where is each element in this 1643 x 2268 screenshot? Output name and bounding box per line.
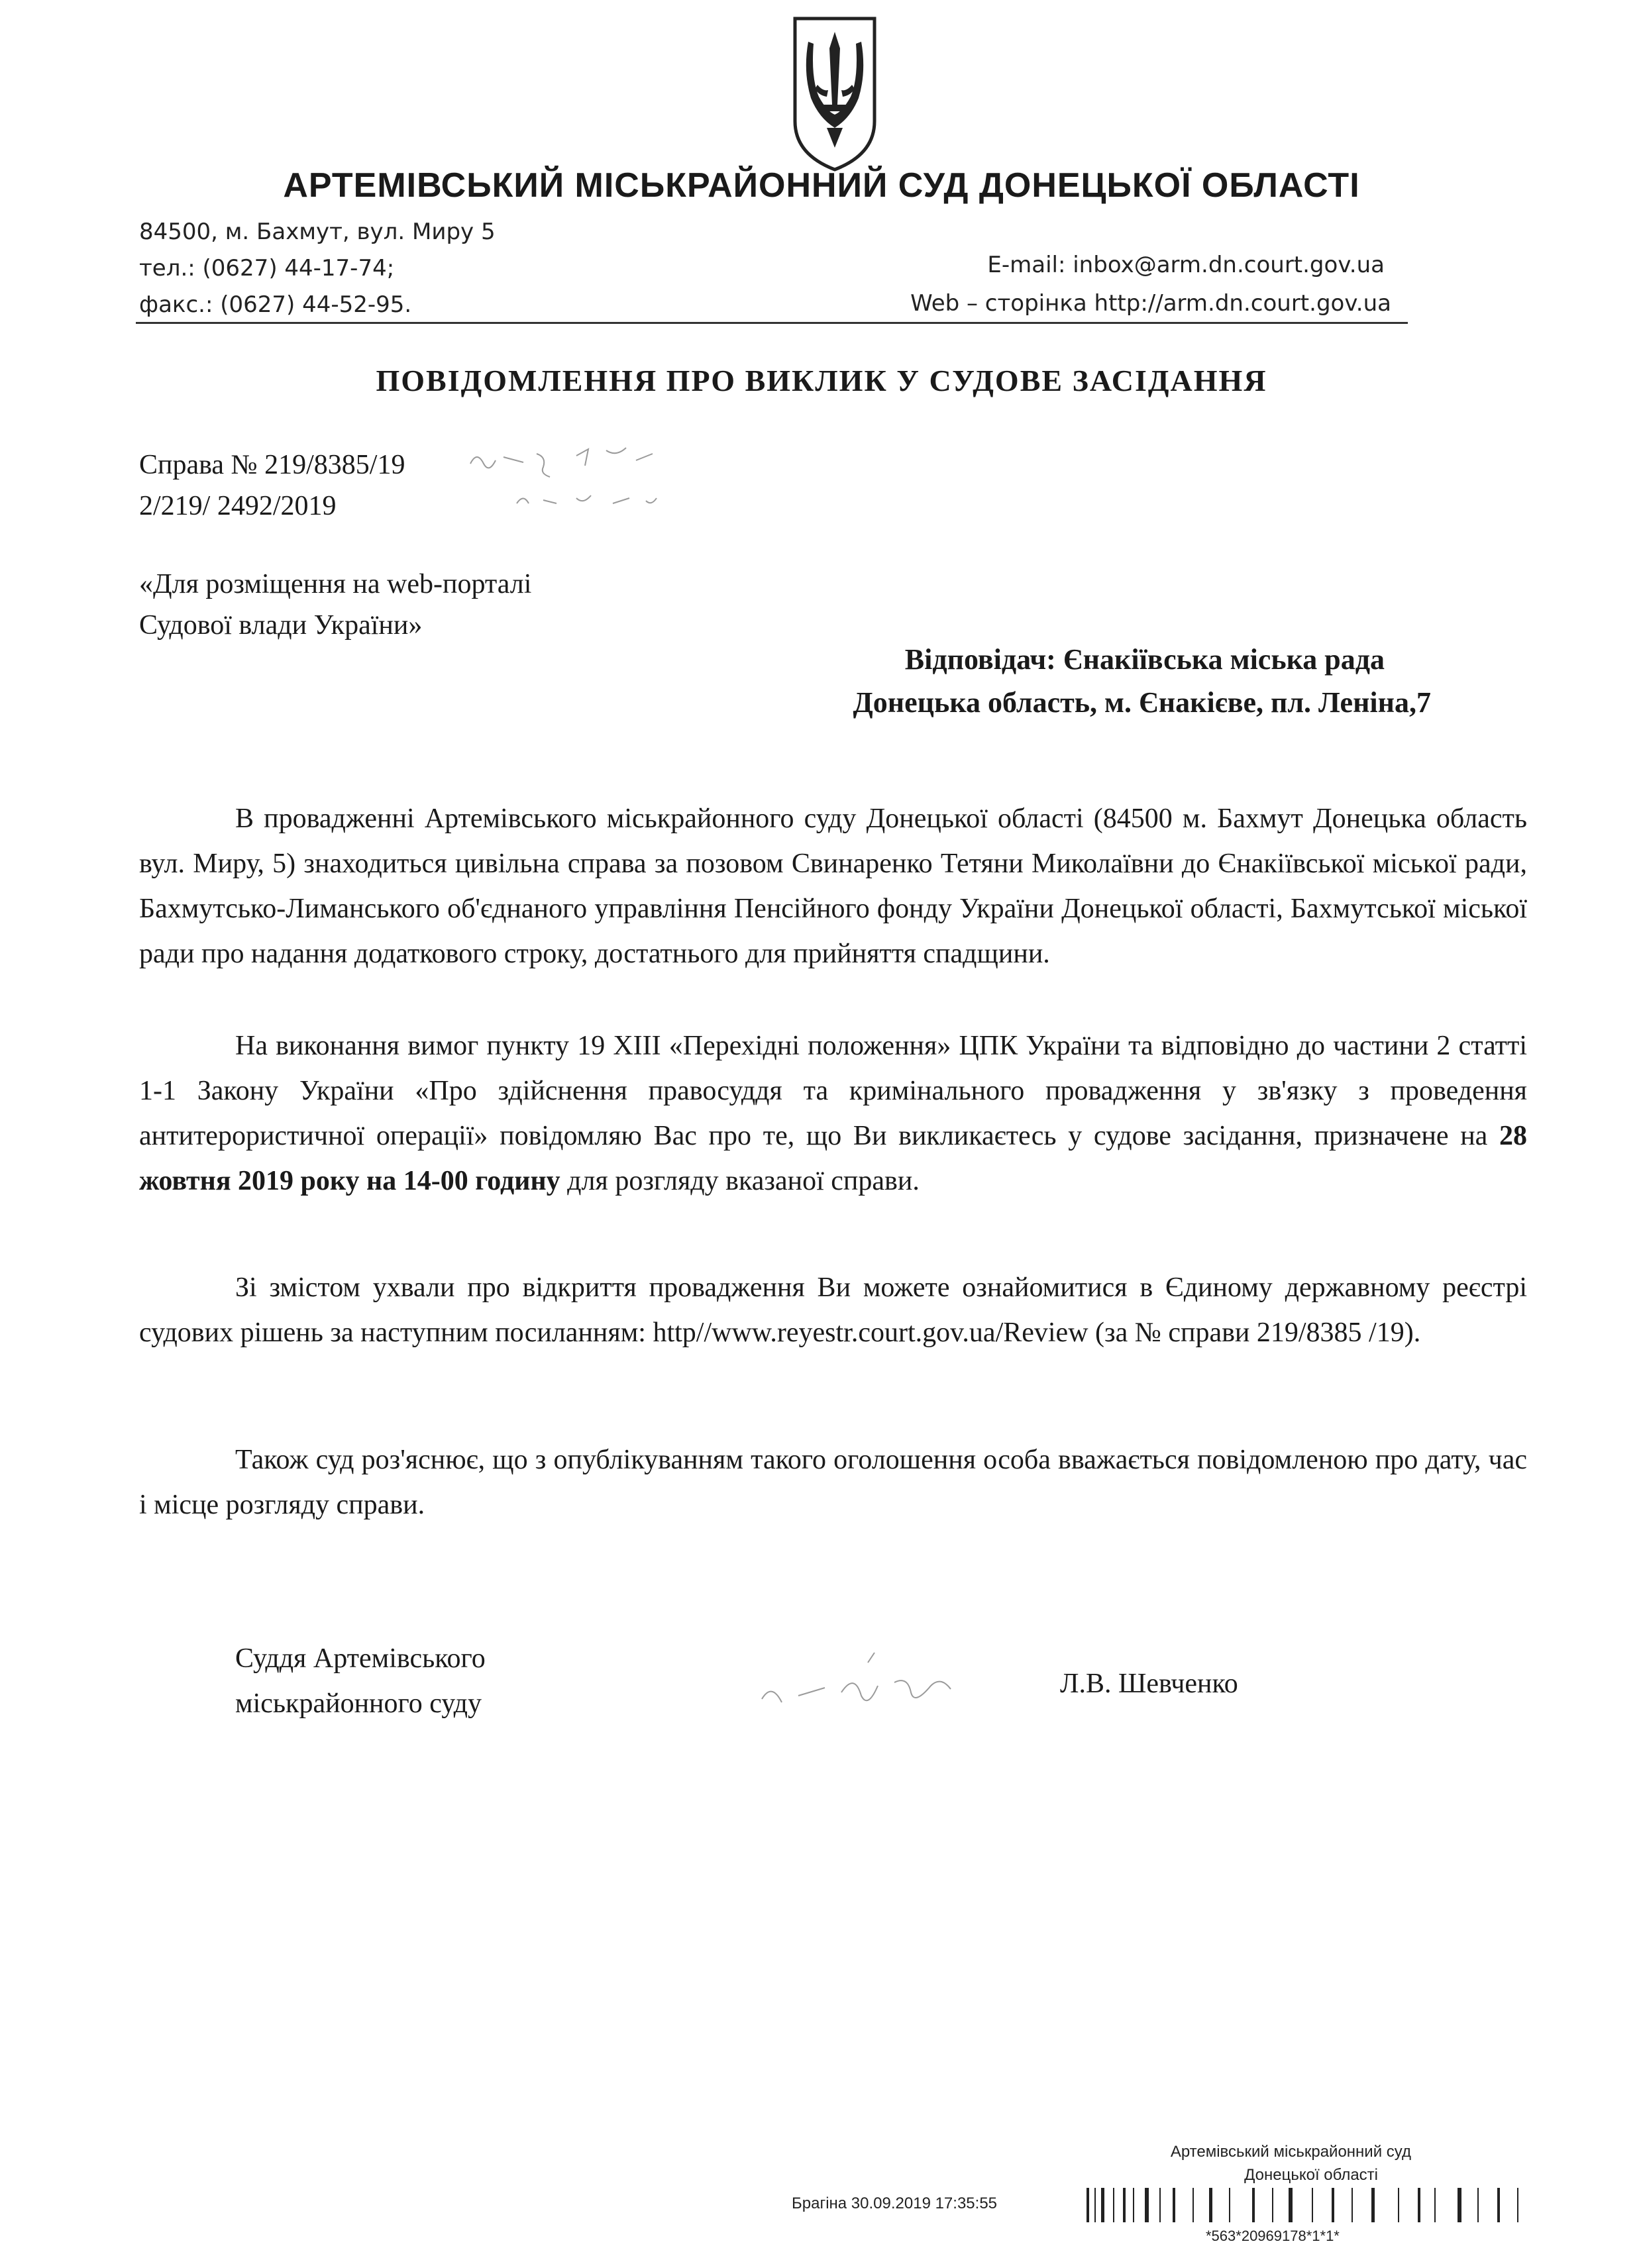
signer-position-line2: міськрайонного суду [235, 1688, 482, 1719]
barcode-text: *563*20969178*1*1* [1206, 2228, 1340, 2244]
p2-text-start: На виконання вимог пункту 19 XIII «Перехідні положення» ЦПК України та відповідно до частини 2 статті 1-1 Закону України «Про здійснення правосуддя та кримінального провадження у зв'язку з проведення антитерористичної операції» повідомляю Вас про те, що Ви викликаєтесь у судове засідання, призначене на [139, 1031, 1527, 1151]
proceeding-number: 2/219/ 2492/2019 [139, 491, 337, 521]
registry-timestamp: Брагіна 30.09.2019 17:35:55 [792, 2194, 998, 2212]
portal-note-line2: Судової влади України» [139, 610, 423, 641]
recipient-name: Відповідач: Єнакіївська міська рада [904, 643, 1385, 676]
notice-title: ПОВІДОМЛЕННЯ ПРО ВИКЛИК У СУДОВЕ ЗАСІДАННЯ [376, 364, 1267, 397]
case-number: Справа № 219/8385/19 [139, 450, 405, 480]
header-divider [136, 322, 1408, 324]
signer-position-line1: Суддя Артемівського [235, 1643, 486, 1674]
court-fax: факс.: (0627) 44-52-95. [139, 291, 412, 318]
handwritten-note [464, 437, 689, 523]
body-paragraph-1: В провадженні Артемівського міськрайонного суду Донецької області (84500 м. Бахмут Донецька область вул. Миру, 5) знаходиться цивільна справа за позовом Свинаренко Тетяни Миколаївни до Єнакіївської міської ради, Бахмутсько-Лиманського об'єднаного управління Пенсійного фонду України Донецької області, Бахмутської міської ради про надання додаткового строку, достатнього для прийняття спадщини. [139, 803, 1527, 969]
registry-court-name: Артемівський міськрайонний суд [1170, 2143, 1411, 2161]
body-paragraph-2 [139, 1023, 1527, 1204]
handwritten-signature [735, 1636, 1014, 1729]
court-address: 84500, м. Бахмут, вул. Миру 5 [139, 219, 496, 245]
body-paragraph-3: Зі змістом ухвали про відкриття провадження Ви можете ознайомитися в Єдиному державному реєстрі судових рішень за наступним посиланням: http//www.reyestr.court.gov.ua/Review (за № справи 219/8385 /19). [139, 1272, 1527, 1348]
signer-name: Л.В. Шевченко [1060, 1669, 1238, 1699]
barcode-icon [1086, 2185, 1537, 2226]
portal-note-line1: «Для розміщення на web-порталі [139, 569, 532, 599]
court-phone: тел.: (0627) 44-17-74; [139, 255, 395, 282]
recipient-address: Донецька область, м. Єнакієве, пл. Леніна,7 [853, 686, 1431, 719]
court-website: Web – сторінка http://arm.dn.court.gov.ua [910, 290, 1391, 317]
p2-text-end: для розгляду вказаної справи. [560, 1166, 920, 1196]
court-email: E-mail: inbox@arm.dn.court.gov.ua [987, 252, 1385, 278]
registry-region: Донецької області [1244, 2166, 1378, 2184]
court-name: АРТЕМІВСЬКИЙ МІСЬКРАЙОННИЙ СУД ДОНЕЦЬКОЇ ОБЛАСТІ [283, 166, 1360, 205]
hearing-datetime: 28 жовтня 2019 року на 14-00 годину [139, 1121, 1527, 1196]
trident-coat-of-arms-icon [788, 12, 881, 174]
body-paragraph-4: Також суд роз'яснює, що з опублікуванням такого оголошення особа вважається повідомленою про дату, час і місце розгляду справи. [139, 1445, 1527, 1520]
